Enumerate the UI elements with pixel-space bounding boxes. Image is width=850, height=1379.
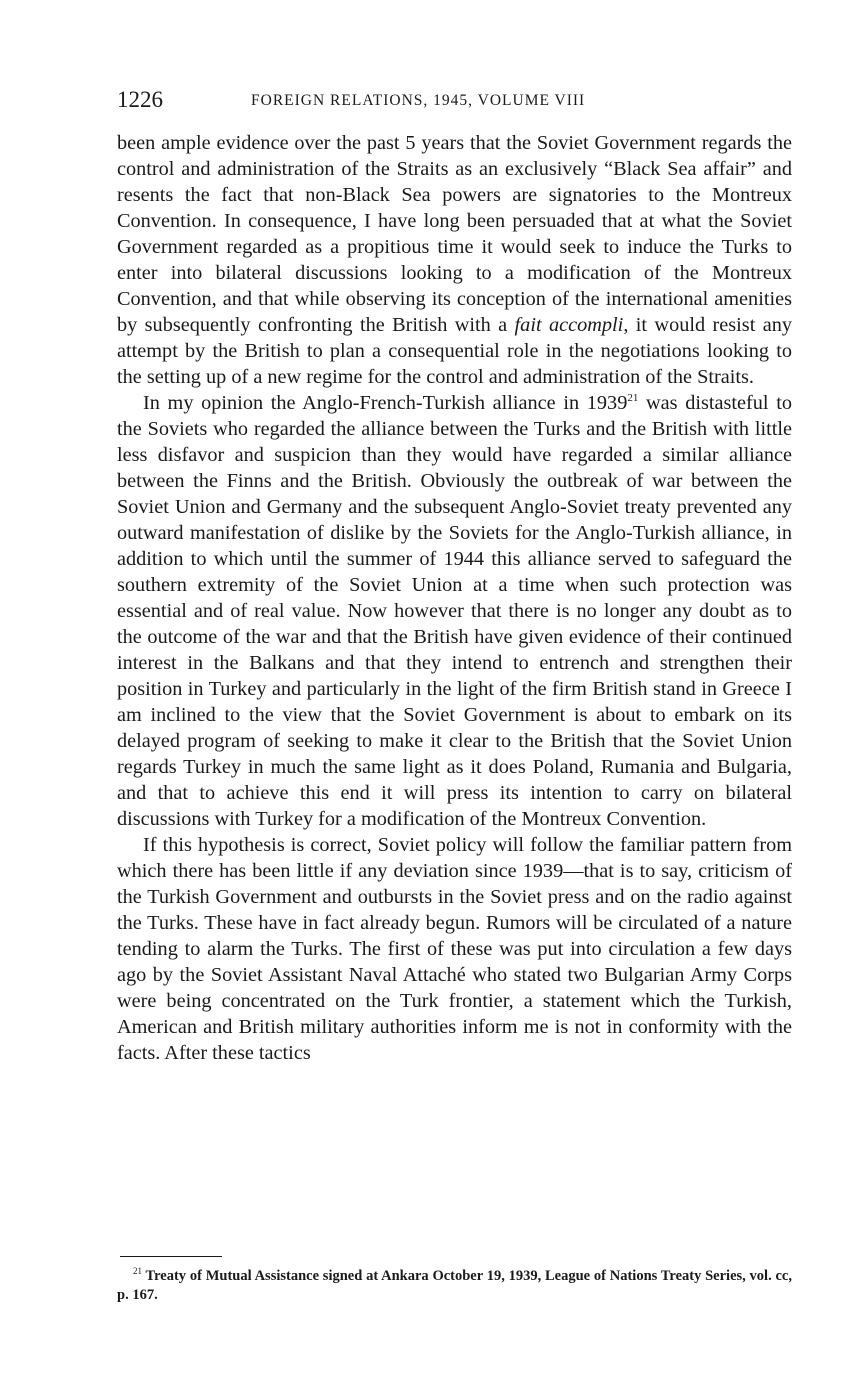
- footnote-reference: 21: [627, 392, 639, 404]
- paragraph-1-italic: fait accompli: [514, 314, 624, 336]
- body-text: [117, 130, 792, 1066]
- paragraph-3: If this hypothesis is correct, Soviet policy will follow the familiar pattern from which there has been little if any deviation since 1939—that is to say, criticism of the Turkish Government and outbursts in the Soviet press and on the radio against the Turks. These have in fact already begun. Rumors will be circulated of a nature tending to alarm the Turks. The first of these was put into circulation a few days ago by the Soviet Assistant Naval Attaché who stated two Bulgarian Army Corps were being concentrated on the Turk frontier, a statement which the Turkish, American and British military authorities inform me is not in conformity with the facts. After these tactics: [117, 834, 792, 1064]
- page-number: 1226: [117, 87, 163, 112]
- page-header: [117, 84, 792, 116]
- paragraph-2-text-a: In my opinion the Anglo-French-Turkish alliance in 1939: [143, 392, 628, 414]
- running-head: FOREIGN RELATIONS, 1945, VOLUME VIII: [251, 92, 586, 109]
- paragraph-1: [117, 130, 792, 390]
- paragraph-1-text-a: been ample evidence over the past 5 years that the Soviet Government regards the control and administration of the Straits as an exclusively “Black Sea affair” and resents the fact that non-Black Sea powers are signatories to the Montreux Convention. In consequence, I have long been persuaded that at what the Soviet Government regarded as a propitious time it would seek to induce the Turks to enter into bilateral discussions looking to a modification of the Montreux Convention, and that while observing its conception of the international amenities by subsequently confronting the British with a: [117, 132, 792, 336]
- footnote-text: Treaty of Mutual Assistance signed at Ankara October 19, 1939, League of Nations Treaty Series, vol. cc, p. 167.: [117, 1268, 792, 1303]
- footnote-divider: [120, 1256, 222, 1257]
- footnote: [117, 1267, 792, 1305]
- paragraph-2-text-b: was distasteful to the Soviets who regarded the alliance between the Turks and the British with little less disfavor and suspicion than they would have regarded a similar alliance between the Finns and the British. Obviously the outbreak of war between the Soviet Union and Germany and the subsequent Anglo-Soviet treaty prevented any outward manifestation of dislike by the Soviets for the Anglo-Turkish alliance, in addition to which until the summer of 1944 this alliance served to safeguard the southern extremity of the Soviet Union at a time when such protection was essential and of real value. Now however that there is no longer any doubt as to the outcome of the war and that the British have given evidence of their continued interest in the Balkans and that they intend to entrench and strengthen their position in Turkey and particularly in the light of the firm British stand in Greece I am inclined to the view that the Soviet Government is about to embark on its delayed program of seeking to make it clear to the British that the Soviet Union regards Turkey in much the same light as it does Poland, Rumania and Bulgaria, and that to achieve this end it will press its intention to carry on bilateral discussions with Turkey for a modification of the Montreux Convention.: [117, 392, 792, 830]
- footnote-number: 21: [133, 1266, 142, 1276]
- paragraph-1-text-b: , it would resist any attempt by the British to plan a consequential role in the negotiations looking to the setting up of a new regime for the control and administration of the Straits.: [117, 314, 792, 388]
- paragraph-2: [117, 390, 792, 832]
